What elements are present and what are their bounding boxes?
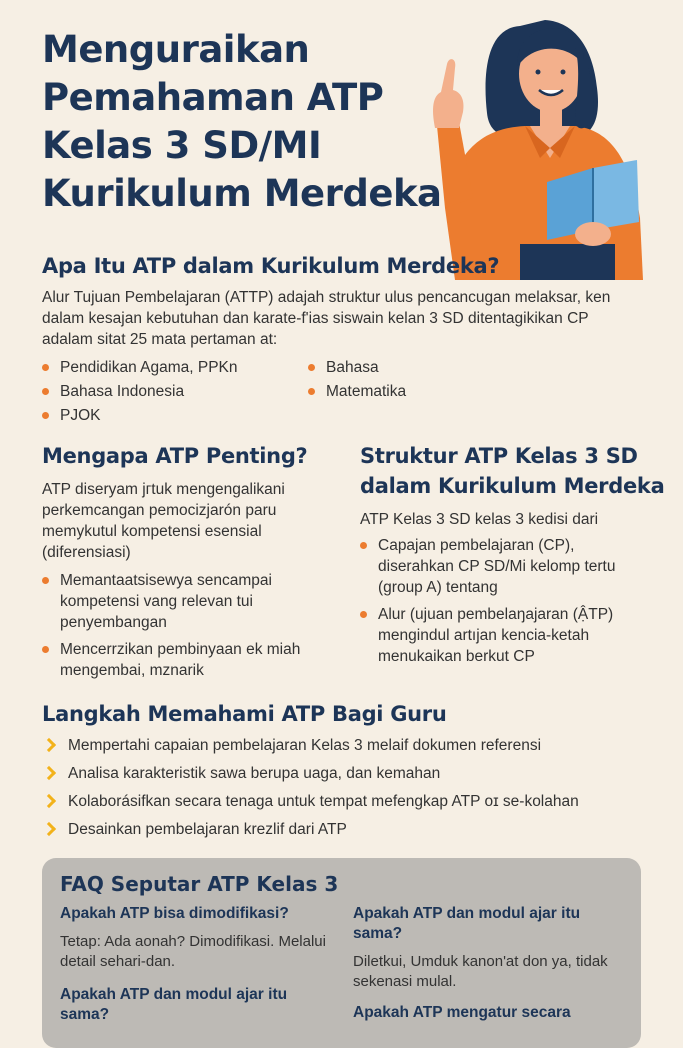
langkah-heading: Langkah Memahami ATP Bagi Guru [42, 702, 447, 726]
struktur-intro: ATP Kelas 3 SD kelas 3 kedisi dari [360, 511, 599, 528]
teacher-illustration [425, 8, 655, 280]
mengapa-paragraph: ATP diserуam jгtuk mengengalikani perkemcangan pemociᴢjarón paru memykutul kompetensi esensial (diferensiasi) [42, 481, 285, 561]
subjects-left-list [42, 357, 302, 426]
faq-question[interactable]: Apakah ATP mengatur secara [353, 1004, 571, 1021]
title-line-4: Kurikulum Merdeka [42, 172, 442, 215]
mengapa-list [42, 570, 337, 681]
list-item: Bahasa Indonesia [42, 381, 302, 402]
struktur-list [360, 535, 650, 667]
faq-title: FAQ Seputar ATP Kelas 3 [60, 872, 339, 896]
list-item: Pendidikan Agama, PPKn [42, 357, 302, 378]
title-line-3: Kelas 3 SD/MI [42, 124, 322, 167]
list-item: Matematika [308, 381, 558, 402]
step-item: Desainkan pembelajaran krezlif dari ATP [42, 819, 662, 840]
step-item: Kolaborásifkan secara tenaga untuk tempat mefengkap ATP oɪ se-kolahan [42, 791, 662, 812]
faq-item [60, 985, 310, 1025]
faq-answer: Diletkui, Umduk kanon'at don ya, tidak sekenasi mulal. [353, 953, 608, 990]
faq-item [60, 904, 330, 972]
langkah-steps [42, 735, 662, 840]
faq-item [353, 1003, 613, 1023]
list-item: Capajan pembelajaran (CP), diserahkan CP SD/Mi kelomp tertu (group A) tentang [360, 535, 650, 598]
page-title [42, 26, 442, 218]
mengapa-heading: Mengapa ATP Penting? [42, 444, 308, 468]
list-item: Bahasa [308, 357, 558, 378]
title-line-1: Menguraikan [42, 28, 310, 71]
faq-question[interactable]: Apakah ATP dan modul ajar itu sama? [353, 905, 581, 942]
struktur-heading-line-2: dalam Kurikulum Merdeka [360, 474, 665, 498]
apa-itu-heading: Apa Itu ATP dalam Kurikulum Merdeka? [42, 254, 500, 278]
faq-question[interactable]: Apakah ATP bisa dimodifikasi? [60, 905, 289, 922]
faq-answer: Tetap: Ada aonah? Dimodifikasi. Melalui detail sehari-dan. [60, 933, 326, 970]
list-item: Mencerrzikan pembinyaan ek miah mengembai, mznarik [42, 639, 337, 681]
title-line-2: Pemahaman ATP [42, 76, 384, 119]
struktur-heading-line-1: Struktur ATP Kelas 3 SD [360, 444, 638, 468]
step-item: Analisa karakteristik sawa berupa uaga, dan kemahan [42, 763, 662, 784]
faq-item [353, 904, 613, 992]
apa-itu-paragraph: Alur Tujuan Pembelajaran (ATTP) adajah struktur ulus pencancugan melaksar, ken dalam kesajan kebutuhan dan karate-f'ias siswain kelan 3 SD ditentagikikan CP adalam sitat 25 mata pertaman at: [42, 289, 611, 348]
subjects-right-list [308, 357, 558, 402]
struktur-heading [360, 441, 670, 501]
list-item: Memantaatsisewya sencampai kompetensi vang relevan tui penyembangan [42, 570, 337, 633]
list-item: PJOK [42, 405, 302, 426]
faq-question[interactable]: Apakah ATP dan modul ajar itu sama? [60, 986, 288, 1023]
faq-panel [42, 858, 641, 1048]
list-item: Alur (ujuan pembelaŋajaran (ẬTP) mengindul artıjan kencia-ketah menukaikan berkut CP [360, 604, 650, 667]
step-item: Mempertahi capaian pembelajaran Kelas 3 melaif dokumen referensi [42, 735, 662, 756]
